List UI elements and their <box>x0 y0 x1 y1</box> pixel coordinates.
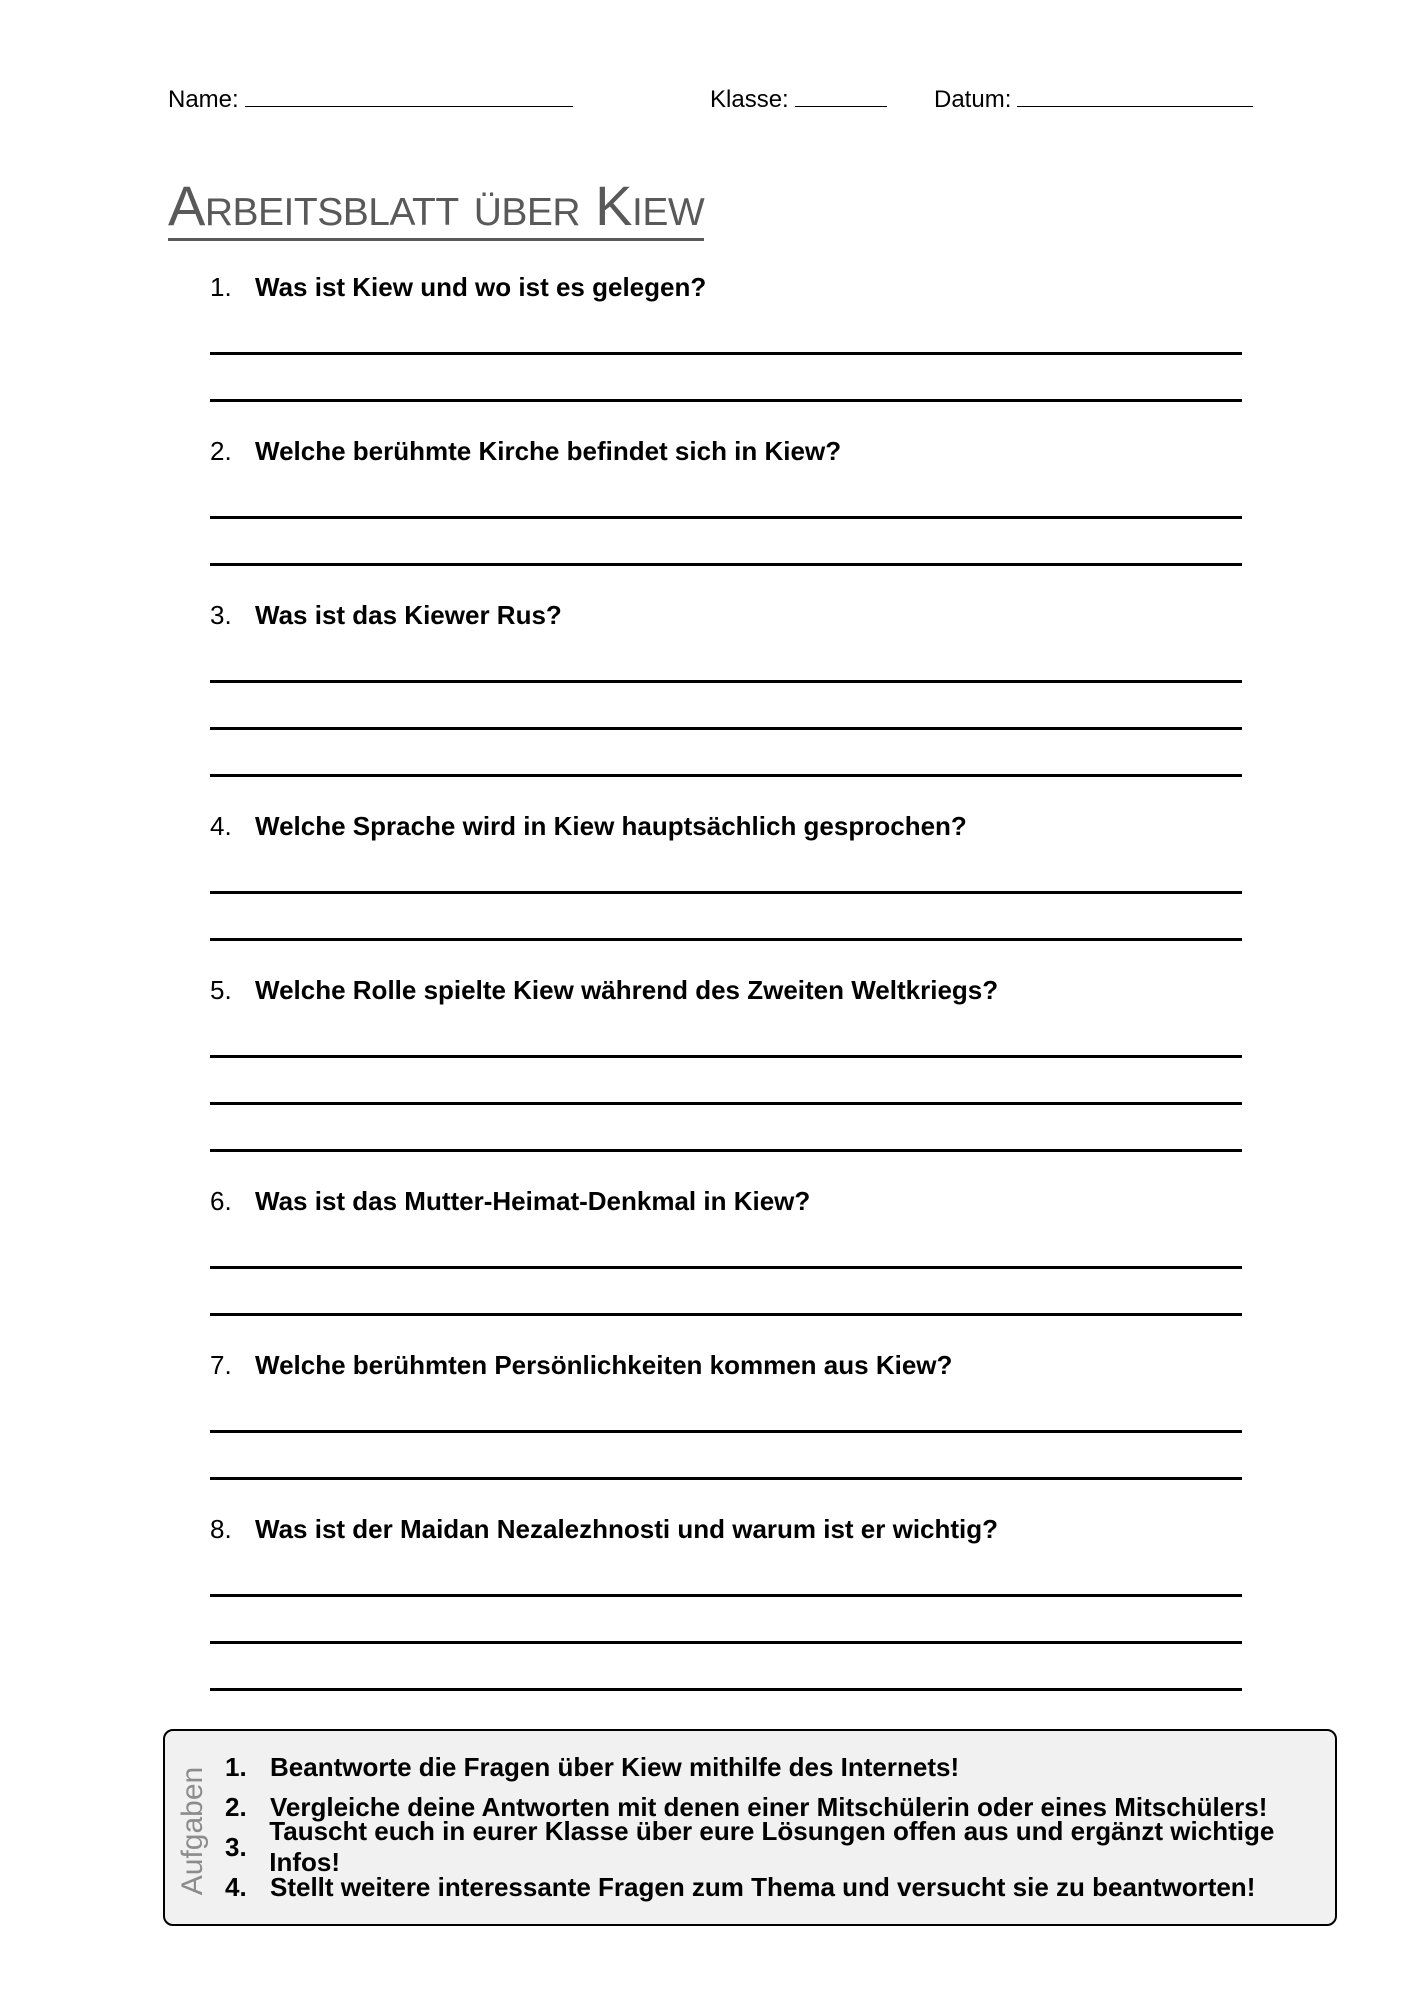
name-label: Name: <box>168 86 239 113</box>
answer-line[interactable] <box>210 1105 1242 1152</box>
question-heading <box>210 436 1242 472</box>
question-spacer <box>210 1316 1242 1350</box>
question-heading <box>210 975 1242 1011</box>
answer-line[interactable] <box>210 1433 1242 1480</box>
answer-line[interactable] <box>210 894 1242 941</box>
question-text: Was ist der Maidan Nezalezhnosti und warum ist er wichtig? <box>255 1514 999 1544</box>
date-label: Datum: <box>934 86 1012 113</box>
question-item <box>210 975 1242 1186</box>
question-spacer <box>210 1152 1242 1186</box>
question-number: 7. <box>210 1350 232 1380</box>
question-item <box>210 811 1242 975</box>
question-text: Welche berühmte Kirche befindet sich in Kiew? <box>255 436 842 466</box>
question-text: Welche berühmten Persönlichkeiten kommen aus Kiew? <box>255 1350 953 1380</box>
answer-line[interactable] <box>210 1058 1242 1105</box>
tasks-side-label <box>175 1751 211 1911</box>
answer-line[interactable] <box>210 1269 1242 1316</box>
answer-line[interactable] <box>210 1644 1242 1691</box>
task-text: Beantworte die Fragen über Kiew mithilfe des Internets! <box>270 1751 960 1782</box>
question-spacer <box>210 1480 1242 1514</box>
answer-line[interactable] <box>210 730 1242 777</box>
question-number: 5. <box>210 975 232 1005</box>
question-heading <box>210 1350 1242 1386</box>
question-text: Was ist das Mutter-Heimat-Denkmal in Kiew? <box>255 1186 811 1216</box>
answer-line[interactable] <box>210 355 1242 402</box>
question-number: 1. <box>210 272 232 302</box>
answer-line[interactable] <box>210 519 1242 566</box>
page-title: Arbeitsblatt über Kiew <box>168 176 704 241</box>
answer-line[interactable] <box>210 1222 1242 1269</box>
task-number: 4. <box>225 1871 247 1902</box>
question-number: 8. <box>210 1514 232 1544</box>
task-number: 3. <box>225 1831 247 1862</box>
question-spacer <box>210 941 1242 975</box>
answer-line[interactable] <box>210 1386 1242 1433</box>
question-text: Was ist das Kiewer Rus? <box>255 600 562 630</box>
question-text: Welche Sprache wird in Kiew hauptsächlich gesprochen? <box>255 811 967 841</box>
question-text: Was ist Kiew und wo ist es gelegen? <box>255 272 707 302</box>
question-item <box>210 272 1242 436</box>
task-text: Tauscht euch in eurer Klasse über eure Lösungen offen aus und ergänzt wichtige Infos! <box>269 1816 1275 1877</box>
question-heading <box>210 1186 1242 1222</box>
class-label: Klasse: <box>710 86 789 113</box>
question-number: 4. <box>210 811 232 841</box>
question-spacer <box>210 1691 1242 1725</box>
answer-line[interactable] <box>210 308 1242 355</box>
question-number: 3. <box>210 600 232 630</box>
question-spacer <box>210 566 1242 600</box>
task-list <box>225 1747 1335 1907</box>
task-text: Vergleiche deine Antworten mit denen einer Mitschülerin oder eines Mitschülers! <box>270 1791 1268 1822</box>
question-item <box>210 436 1242 600</box>
question-item <box>210 600 1242 811</box>
question-item <box>210 1186 1242 1350</box>
question-heading <box>210 600 1242 636</box>
class-field[interactable] <box>710 86 887 114</box>
question-heading <box>210 272 1242 308</box>
tasks-box <box>163 1729 1337 1926</box>
answer-line[interactable] <box>210 1597 1242 1644</box>
name-field[interactable] <box>168 86 573 114</box>
question-spacer <box>210 777 1242 811</box>
question-item <box>210 1514 1242 1725</box>
question-heading <box>210 811 1242 847</box>
question-list <box>210 272 1242 1936</box>
task-item <box>225 1816 1335 1877</box>
task-text: Stellt weitere interessante Fragen zum Thema und versucht sie zu beantworten! <box>270 1871 1256 1902</box>
answer-line[interactable] <box>210 683 1242 730</box>
answer-line[interactable] <box>210 636 1242 683</box>
question-heading <box>210 1514 1242 1550</box>
class-blank[interactable] <box>795 88 887 107</box>
question-number: 6. <box>210 1186 232 1216</box>
name-blank[interactable] <box>245 88 573 107</box>
date-blank[interactable] <box>1017 88 1253 107</box>
tasks-side-text: Aufgaben <box>176 1766 210 1896</box>
task-number: 2. <box>225 1791 247 1822</box>
task-number: 1. <box>225 1751 247 1782</box>
question-text: Welche Rolle spielte Kiew während des Zweiten Weltkriegs? <box>255 975 999 1005</box>
date-field[interactable] <box>934 86 1253 114</box>
task-item <box>225 1867 1335 1907</box>
answer-line[interactable] <box>210 847 1242 894</box>
question-number: 2. <box>210 436 232 466</box>
answer-line[interactable] <box>210 472 1242 519</box>
question-spacer <box>210 402 1242 436</box>
task-item <box>225 1747 1335 1787</box>
answer-line[interactable] <box>210 1011 1242 1058</box>
question-item <box>210 1350 1242 1514</box>
answer-line[interactable] <box>210 1550 1242 1597</box>
